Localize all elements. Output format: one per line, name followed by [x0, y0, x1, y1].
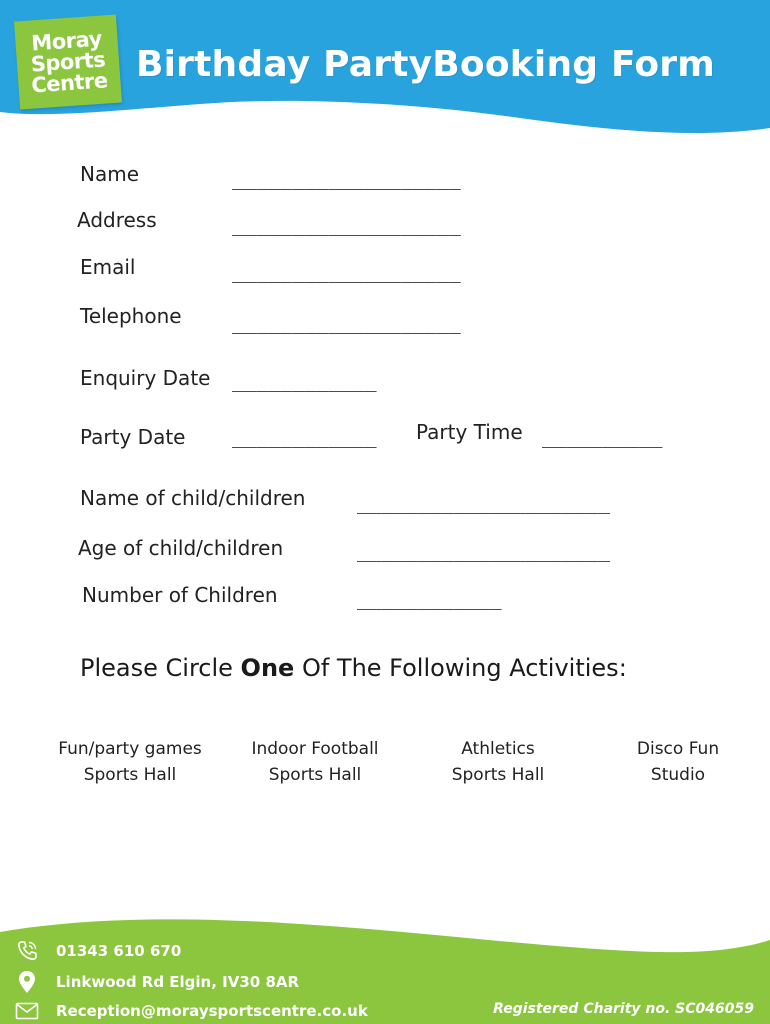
number-children-field[interactable]: ____________ [357, 586, 502, 610]
activity-venue: Sports Hall [268, 765, 362, 785]
child-ages-label: Age of child/children [78, 536, 284, 560]
phone-icon [14, 939, 40, 963]
address-text: Linkwood Rd Elgin, IV30 8AR [56, 973, 300, 991]
activity-venue: Sports Hall [451, 765, 545, 785]
moray-sports-centre-logo [14, 15, 122, 110]
child-names-label: Name of child/children [80, 486, 306, 510]
envelope-icon [14, 999, 40, 1023]
footer-phone [14, 939, 181, 963]
activity-venue: Studio [650, 765, 706, 785]
instruction-emphasis: One [240, 654, 295, 682]
child-names-field[interactable]: _____________________ [357, 490, 610, 514]
phone-number: 01343 610 670 [56, 942, 182, 960]
activity-option[interactable] [578, 736, 770, 788]
enquiry-date-field[interactable]: ____________ [232, 368, 377, 392]
activity-name: Disco Fun [636, 739, 720, 759]
page-title: Birthday PartyBooking Form [136, 44, 715, 85]
activity-instruction [80, 654, 627, 682]
party-time-label: Party Time [416, 420, 523, 444]
name-field[interactable]: ___________________ [232, 166, 461, 190]
instruction-text-end: Of The Following Activities: [294, 654, 627, 682]
child-ages-field[interactable]: _____________________ [357, 538, 610, 562]
activity-option[interactable] [215, 736, 415, 788]
activity-venue: Sports Hall [83, 765, 177, 785]
enquiry-date-label: Enquiry Date [80, 366, 211, 390]
telephone-field[interactable]: ___________________ [232, 310, 461, 334]
instruction-text: Please Circle [80, 654, 241, 682]
footer-email[interactable] [14, 999, 368, 1023]
logo-line-1: Moray [30, 26, 103, 55]
activity-name: Fun/party games [58, 739, 202, 759]
party-time-field[interactable]: __________ [542, 424, 663, 448]
activity-option[interactable] [398, 736, 598, 788]
party-date-field[interactable]: ____________ [232, 424, 377, 448]
number-children-label: Number of Children [82, 583, 278, 607]
party-date-label: Party Date [80, 425, 186, 449]
location-pin-icon [14, 970, 40, 994]
activity-name: Indoor Football [251, 739, 379, 759]
activity-name: Athletics [461, 739, 535, 759]
logo-line-2: Sports [29, 46, 106, 77]
address-label: Address [77, 208, 157, 232]
address-field[interactable]: ___________________ [232, 212, 461, 236]
charity-number: Registered Charity no. SC046059 [493, 1001, 754, 1017]
telephone-label: Telephone [80, 304, 182, 328]
footer-address [14, 970, 299, 994]
name-label: Name [80, 162, 140, 186]
logo-line-3: Centre [30, 67, 109, 98]
activity-option[interactable] [30, 736, 230, 788]
email-field[interactable]: ___________________ [232, 259, 461, 283]
email-label: Email [80, 255, 136, 279]
email-address[interactable]: Reception@moraysportscentre.co.uk [56, 1002, 368, 1020]
